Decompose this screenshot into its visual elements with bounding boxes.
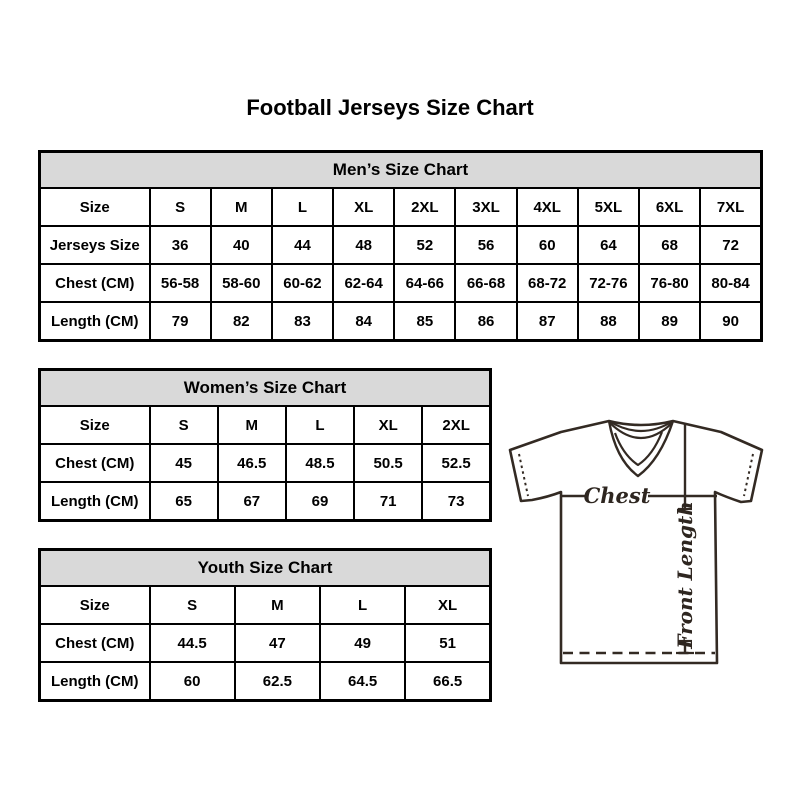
jersey-icon xyxy=(505,405,767,667)
womens-cell: 71 xyxy=(354,482,422,521)
womens-cell: 2XL xyxy=(422,406,490,444)
mens-cell: 87 xyxy=(517,302,578,341)
youth-row-header: Length (CM) xyxy=(40,662,150,701)
mens-row-0 xyxy=(40,188,762,226)
mens-cell: 3XL xyxy=(455,188,516,226)
mens-cell: 52 xyxy=(394,226,455,264)
mens-cell: 79 xyxy=(150,302,211,341)
mens-cell: 56 xyxy=(455,226,516,264)
mens-cell: 72-76 xyxy=(578,264,639,302)
youth-cell: 60 xyxy=(150,662,235,701)
womens-cell: 65 xyxy=(150,482,218,521)
youth-cell: XL xyxy=(405,586,490,624)
youth-table-title: Youth Size Chart xyxy=(40,550,491,587)
mens-cell: 84 xyxy=(333,302,394,341)
youth-cell: L xyxy=(320,586,405,624)
womens-cell: 50.5 xyxy=(354,444,422,482)
womens-row-header: Size xyxy=(40,406,150,444)
page-title: Football Jerseys Size Chart xyxy=(246,95,534,120)
youth-cell: S xyxy=(150,586,235,624)
youth-row-header: Chest (CM) xyxy=(40,624,150,662)
mens-row-header: Length (CM) xyxy=(40,302,150,341)
mens-cell: S xyxy=(150,188,211,226)
youth-row-1 xyxy=(40,624,491,662)
womens-cell: 48.5 xyxy=(286,444,354,482)
mens-cell: 90 xyxy=(700,302,761,341)
mens-cell: 6XL xyxy=(639,188,700,226)
mens-cell: 62-64 xyxy=(333,264,394,302)
womens-cell: 69 xyxy=(286,482,354,521)
youth-cell: 47 xyxy=(235,624,320,662)
mens-cell: M xyxy=(211,188,272,226)
jersey-body-outline xyxy=(510,421,762,663)
youth-cell: 44.5 xyxy=(150,624,235,662)
womens-cell: 45 xyxy=(150,444,218,482)
womens-table-title: Women’s Size Chart xyxy=(40,370,491,407)
mens-cell: 40 xyxy=(211,226,272,264)
youth-size-table xyxy=(38,548,492,702)
mens-row-3 xyxy=(40,302,762,341)
mens-cell: 58-60 xyxy=(211,264,272,302)
youth-cell: 62.5 xyxy=(235,662,320,701)
mens-cell: 66-68 xyxy=(455,264,516,302)
jersey-measurement-diagram xyxy=(505,405,767,667)
mens-cell: 36 xyxy=(150,226,211,264)
womens-row-1 xyxy=(40,444,491,482)
mens-cell: 72 xyxy=(700,226,761,264)
mens-row-1 xyxy=(40,226,762,264)
mens-cell: 68 xyxy=(639,226,700,264)
mens-row-header: Size xyxy=(40,188,150,226)
mens-cell: 56-58 xyxy=(150,264,211,302)
mens-cell: 86 xyxy=(455,302,516,341)
front-length-label: Front Length xyxy=(673,501,697,649)
youth-cell: 49 xyxy=(320,624,405,662)
womens-cell: S xyxy=(150,406,218,444)
mens-cell: 68-72 xyxy=(517,264,578,302)
mens-row-2 xyxy=(40,264,762,302)
youth-row-2 xyxy=(40,662,491,701)
mens-cell: 44 xyxy=(272,226,333,264)
womens-cell: L xyxy=(286,406,354,444)
mens-cell: 2XL xyxy=(394,188,455,226)
mens-cell: 7XL xyxy=(700,188,761,226)
mens-table-title: Men’s Size Chart xyxy=(40,152,762,189)
womens-size-table xyxy=(38,368,492,522)
youth-row-0 xyxy=(40,586,491,624)
mens-cell: 85 xyxy=(394,302,455,341)
mens-cell: 64-66 xyxy=(394,264,455,302)
youth-row-header: Size xyxy=(40,586,150,624)
womens-cell: 46.5 xyxy=(218,444,286,482)
mens-cell: 60-62 xyxy=(272,264,333,302)
mens-row-header: Jerseys Size xyxy=(40,226,150,264)
womens-cell: 52.5 xyxy=(422,444,490,482)
womens-cell: XL xyxy=(354,406,422,444)
mens-cell: L xyxy=(272,188,333,226)
mens-cell: 83 xyxy=(272,302,333,341)
womens-row-2 xyxy=(40,482,491,521)
mens-cell: 60 xyxy=(517,226,578,264)
mens-cell: 48 xyxy=(333,226,394,264)
mens-cell: 4XL xyxy=(517,188,578,226)
mens-row-header: Chest (CM) xyxy=(40,264,150,302)
youth-cell: 66.5 xyxy=(405,662,490,701)
mens-cell: 89 xyxy=(639,302,700,341)
youth-cell: 51 xyxy=(405,624,490,662)
womens-row-0 xyxy=(40,406,491,444)
mens-cell: 80-84 xyxy=(700,264,761,302)
youth-cell: M xyxy=(235,586,320,624)
womens-row-header: Length (CM) xyxy=(40,482,150,521)
youth-cell: 64.5 xyxy=(320,662,405,701)
womens-cell: 67 xyxy=(218,482,286,521)
womens-row-header: Chest (CM) xyxy=(40,444,150,482)
mens-size-table xyxy=(38,150,763,342)
womens-cell: M xyxy=(218,406,286,444)
mens-cell: XL xyxy=(333,188,394,226)
chest-label: Chest xyxy=(583,483,651,508)
mens-cell: 5XL xyxy=(578,188,639,226)
mens-cell: 82 xyxy=(211,302,272,341)
mens-cell: 64 xyxy=(578,226,639,264)
mens-cell: 88 xyxy=(578,302,639,341)
womens-cell: 73 xyxy=(422,482,490,521)
mens-cell: 76-80 xyxy=(639,264,700,302)
